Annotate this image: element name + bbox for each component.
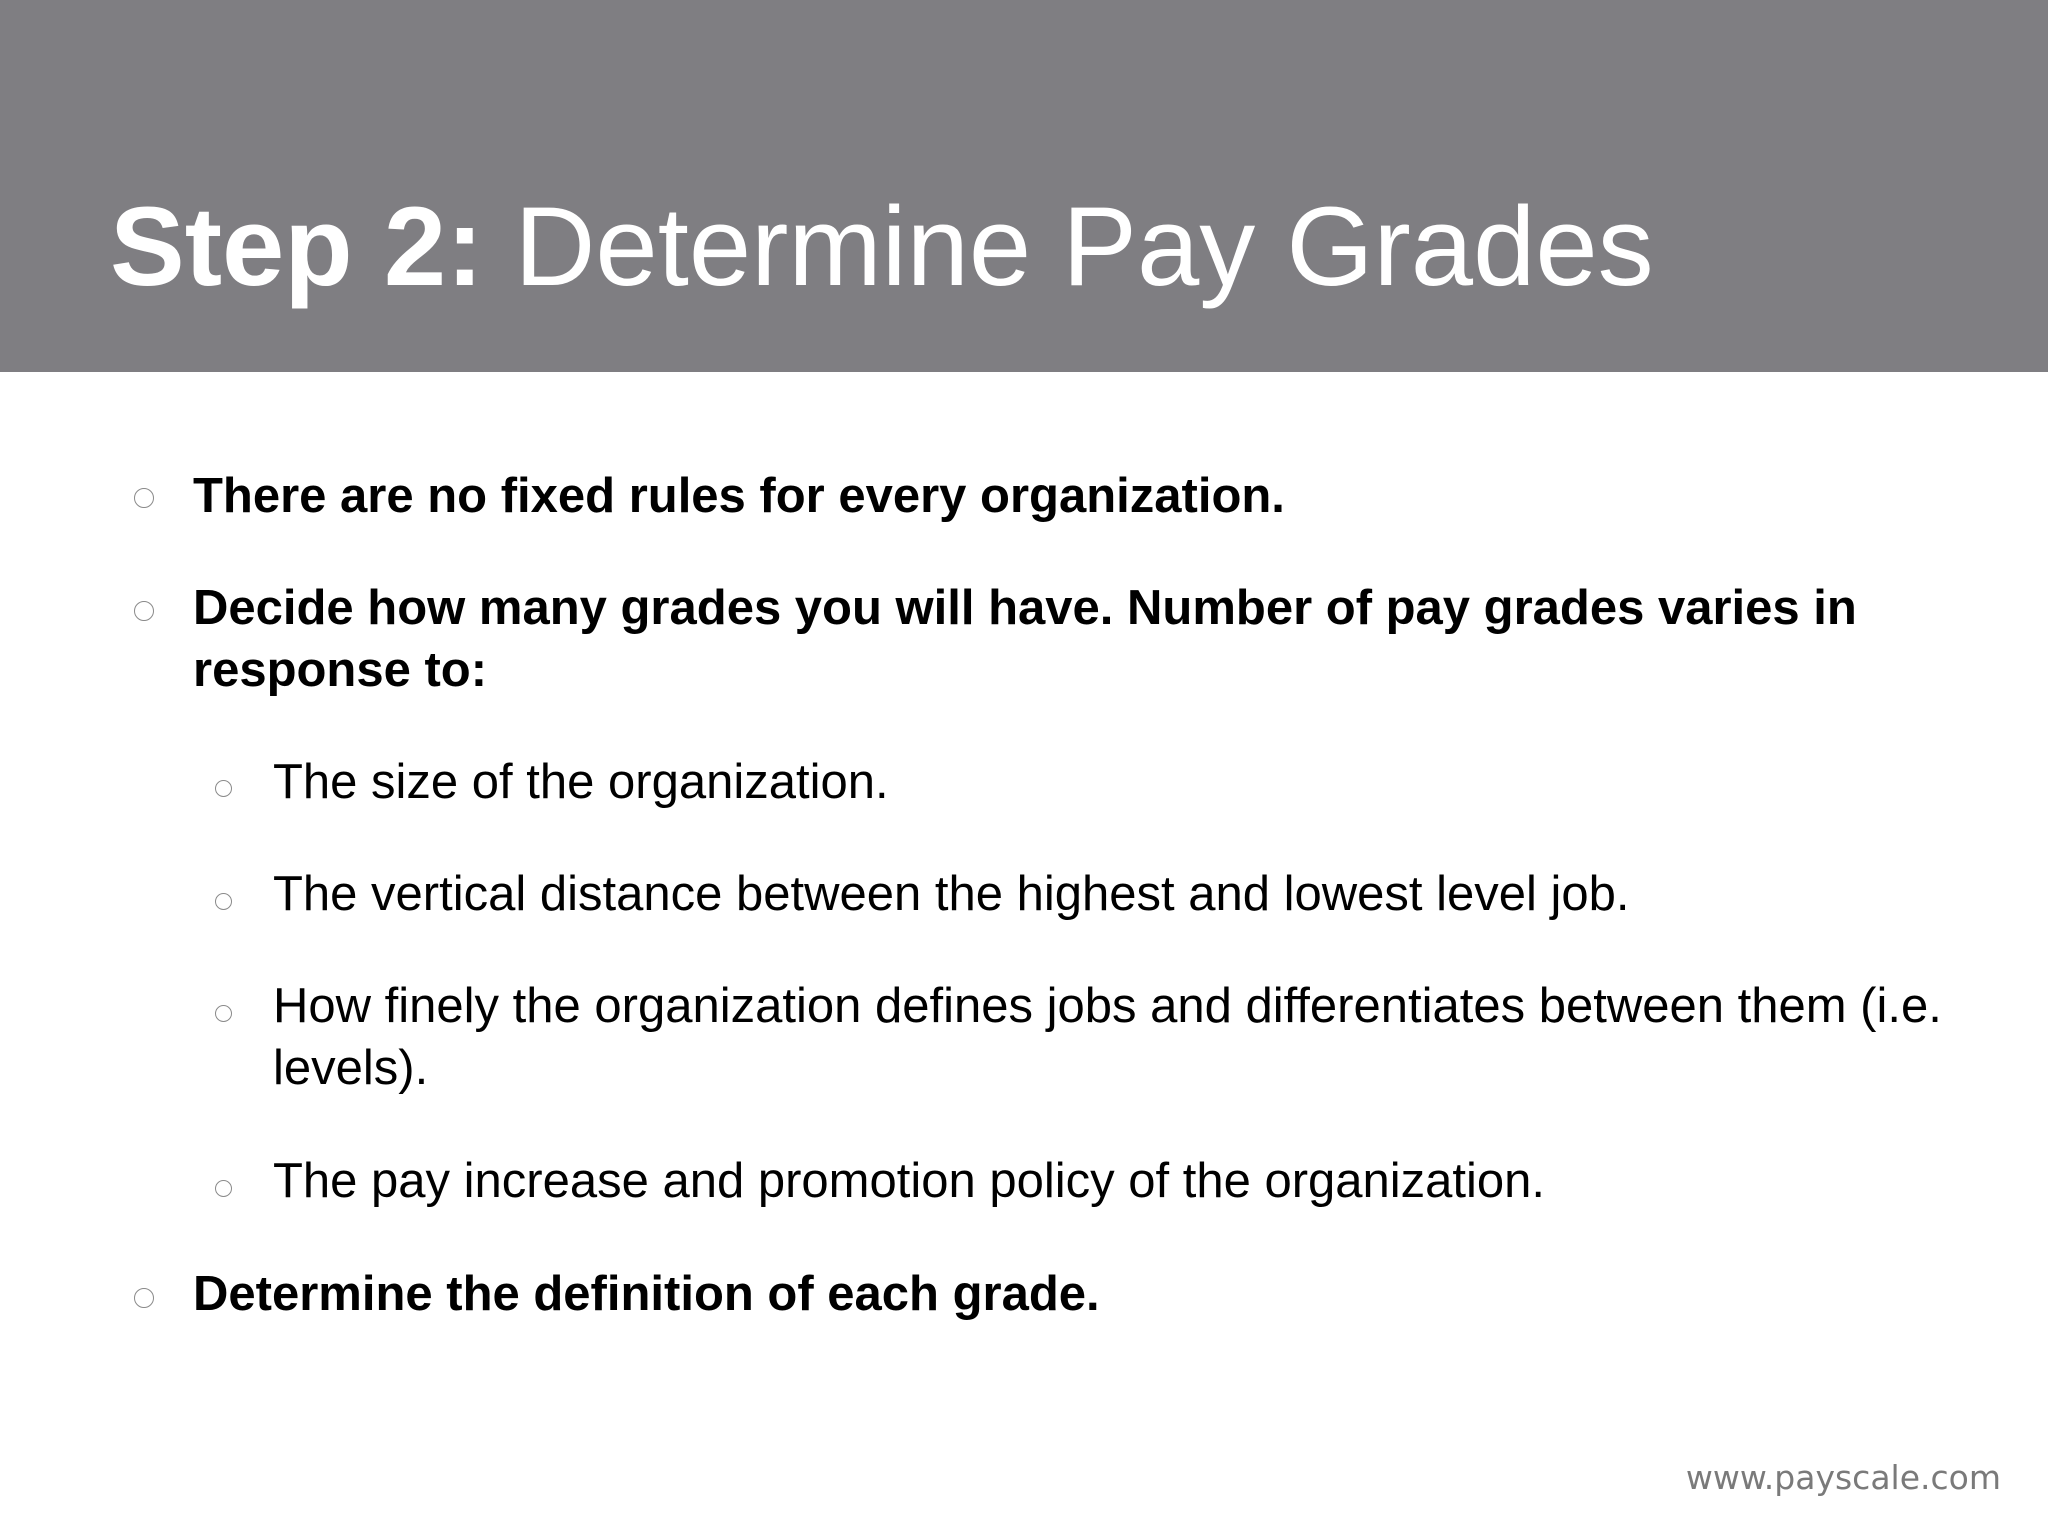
sub-bullet-item: The size of the organization. [273,755,889,809]
title-banner [0,0,2048,372]
sub-bullet-item: How finely the organization defines jobs and differentiates between them (i.e. levels). [273,979,1942,1095]
sub-bullet-item: The vertical distance between the highest and lowest level job. [273,867,1630,921]
bullet-circle-icon [134,488,154,508]
bullet-item: Determine the definition of each grade. [193,1267,1100,1321]
bullet-item: There are no fixed rules for every organization. [193,469,1285,523]
title-step-label: Step 2: [110,184,484,309]
slide-title [110,182,1654,312]
title-text: Determine Pay Grades [483,184,1654,309]
sub-bullet-item: The pay increase and promotion policy of the organization. [273,1154,1546,1208]
bullet-circle-icon [134,601,154,621]
sub-bullet-circle-icon [215,780,232,797]
footer-url: www.payscale.com [1685,1458,2001,1497]
sub-bullet-circle-icon [215,893,232,910]
bullet-item: Decide how many grades you will have. Number of pay grades varies in response to: [193,581,1857,697]
sub-bullet-circle-icon [215,1180,232,1197]
bullet-circle-icon [134,1288,154,1308]
sub-bullet-circle-icon [215,1005,232,1022]
